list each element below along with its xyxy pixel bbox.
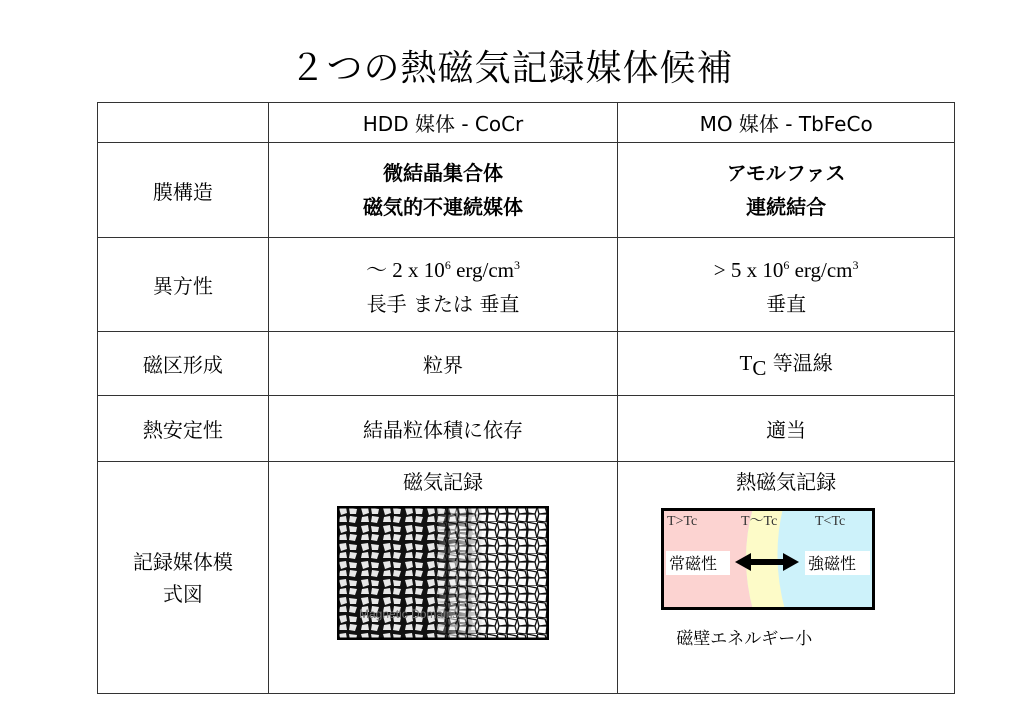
comparison-table — [97, 102, 955, 694]
anisotropy-hdd-prefix: ～ 2 x 10 — [366, 258, 445, 282]
header-row — [98, 103, 955, 143]
page-title: ２つの熱磁気記録媒体候補 — [289, 48, 734, 89]
thermal-label: 熱安定性 — [98, 396, 269, 462]
structure-mo-line2: 連続結合 — [746, 195, 827, 219]
mo-header: MO 媒体 - TbFeCo — [618, 103, 955, 143]
model-label — [98, 462, 269, 694]
label-cold: T<Tc — [815, 514, 846, 529]
thermal-hdd: 結晶粒体積に依存 — [268, 396, 618, 462]
anisotropy-hdd-value — [269, 248, 618, 287]
model-mo — [618, 462, 955, 694]
anisotropy-mo-prefix: > 5 x 10 — [713, 258, 784, 282]
model-row — [98, 462, 955, 694]
structure-hdd-line1: 微結晶集合体 — [383, 161, 504, 185]
thermal-mo: 適当 — [618, 396, 955, 462]
structure-mo — [618, 143, 955, 238]
domain-wall-note: 磁壁エネルギー小 — [676, 629, 813, 649]
domain-mo-T: T — [739, 350, 753, 375]
model-label-text: 記録媒体模式図 — [132, 549, 233, 606]
anisotropy-mo-direction: 垂直 — [766, 292, 807, 316]
hdd-header: HDD 媒体 - CoCr — [268, 103, 618, 143]
anisotropy-row — [98, 238, 955, 332]
domain-row — [98, 332, 955, 396]
thermal-row — [98, 396, 955, 462]
anisotropy-mo-unit-exp: 3 — [852, 258, 859, 272]
thermal-diagram — [661, 508, 875, 610]
mo-figure-caption: 熱磁気記録 — [736, 470, 837, 494]
label-hot: T>Tc — [667, 514, 698, 529]
anisotropy-mo-unit: erg/cm — [789, 258, 853, 282]
anisotropy-mo — [618, 238, 955, 332]
structure-mo-line1: アモルファス — [726, 161, 846, 185]
domain-mo-sub: C — [752, 355, 767, 380]
ferromagnetic-label: 強磁性 — [808, 554, 857, 573]
domain-mo — [618, 332, 955, 396]
corner-cell — [98, 103, 269, 143]
anisotropy-mo-value — [618, 248, 954, 287]
anisotropy-hdd-direction: 長手 または 垂直 — [366, 292, 520, 316]
label-mid: T～Tc — [741, 514, 778, 529]
structure-hdd — [268, 143, 618, 238]
anisotropy-hdd-exp: 6 — [444, 258, 451, 272]
anisotropy-mo-exp: 6 — [783, 258, 790, 272]
structure-hdd-line2: 磁気的不連続媒体 — [363, 195, 524, 219]
domain-label: 磁区形成 — [98, 332, 269, 396]
structure-label: 膜構造 — [98, 143, 269, 238]
model-hdd — [268, 462, 618, 694]
anisotropy-hdd — [268, 238, 618, 332]
structure-row — [98, 143, 955, 238]
hdd-figure-caption: 磁気記録 — [403, 470, 484, 494]
anisotropy-hdd-unit: erg/cm — [450, 258, 514, 282]
anisotropy-hdd-unit-exp: 3 — [514, 258, 520, 272]
domain-hdd: 粒界 — [268, 332, 618, 396]
paramagnetic-label: 常磁性 — [669, 554, 718, 573]
domain-mo-rest: 等温線 — [766, 350, 833, 375]
grain-structure-image — [337, 506, 549, 640]
anisotropy-label: 異方性 — [98, 238, 269, 332]
magnetic-domains-overlay: Magnetic Domains — [359, 607, 459, 621]
